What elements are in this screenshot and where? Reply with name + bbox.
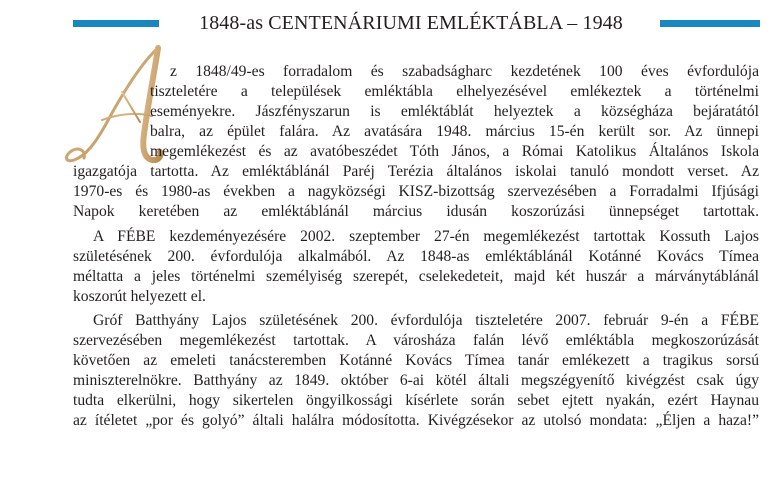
paragraph-2-line-4: koszorút helyezett el. xyxy=(73,288,206,305)
paragraph-2-line-2: születésének 200. évfordulója alkalmából. Az 1848-as emléktáblánál Kotánné Kovács Tímea xyxy=(73,248,759,265)
paragraph-2-line-1: A FÉBE kezdeményezésére 2002. szeptember 27-én megemlékezést tartottak Kossuth Lajos xyxy=(93,228,759,245)
header xyxy=(0,8,773,38)
header-rule-right xyxy=(660,20,760,27)
paragraph-3-line-4: miniszterelnökre. Batthyány az 1849. október 6-ai kötél általi megszégyenítő kivégzést csak úgy xyxy=(73,372,759,389)
paragraph-1-line-3: eseményekre. Jászfényszarun is emléktáblát helyeztek a községháza bejáratától xyxy=(150,103,759,120)
paragraph-3-line-2: szervezésében megemlékezést tartottak. A városháza falán lévő emléktábla megkoszorúzását xyxy=(73,332,759,349)
paragraph-1-line-7: 1970-es és 1980-as években a nagyközségi KISZ-bizottság szervezésében a Forradalmi Ifjúsági xyxy=(73,183,759,200)
paragraph-1-line-8: Napok keretében az emléktáblánál március idusán koszorúzási ünnepséget tartottak. xyxy=(73,203,759,220)
header-rule-left xyxy=(73,20,159,27)
paragraph-3-line-1: Gróf Batthyány Lajos születésének 200. évfordulója tiszteletére 2007. február 9-én a FÉBE xyxy=(93,312,759,329)
paragraph-1-line-1: z 1848/49-es forradalom és szabadságharc kezdetének 100 éves évfordulója xyxy=(170,63,759,80)
paragraph-1-line-6: igazgatója tartotta. Az emléktáblánál Paréj Terézia általános iskolai tanuló mondott verset. Az xyxy=(73,163,759,180)
paragraph-3-line-6: az ítéletet „por és golyó” általi halálra módosította. Kivégzésekor az utolsó mondata: „Éljen a haza!” xyxy=(73,412,759,429)
paragraph-1-line-4: balra, az épület falára. Az avatására 1948. március 15-én került sor. Az ünnepi xyxy=(150,123,759,140)
paragraph-1-line-2: tiszteletére a települések emléktábla elhelyezésével emlékeztek a történelmi xyxy=(150,83,759,100)
paragraph-3-line-5: tudta elkerülni, hogy sikertelen öngyilkossági kísérlete során sebet ejtett nyakán, ezért Haynau xyxy=(73,392,759,409)
page-title: 1848-as CENTENÁRIUMI EMLÉKTÁBLA – 1948 xyxy=(199,12,623,34)
paragraph-1-line-5: megemlékezést és az avatóbeszédet Tóth János, a Római Katolikus Általános Iskola xyxy=(150,143,759,160)
paragraph-2-line-3: méltatta a jeles történelmi személyiség szerepét, cselekedeteit, majd két huszár a márványtáblánál xyxy=(73,268,759,285)
paragraph-3-line-3: követően az emeleti tanácsteremben Kotánné Kovács Tímea tanár emlékezett a tragikus sorsú xyxy=(73,352,759,369)
